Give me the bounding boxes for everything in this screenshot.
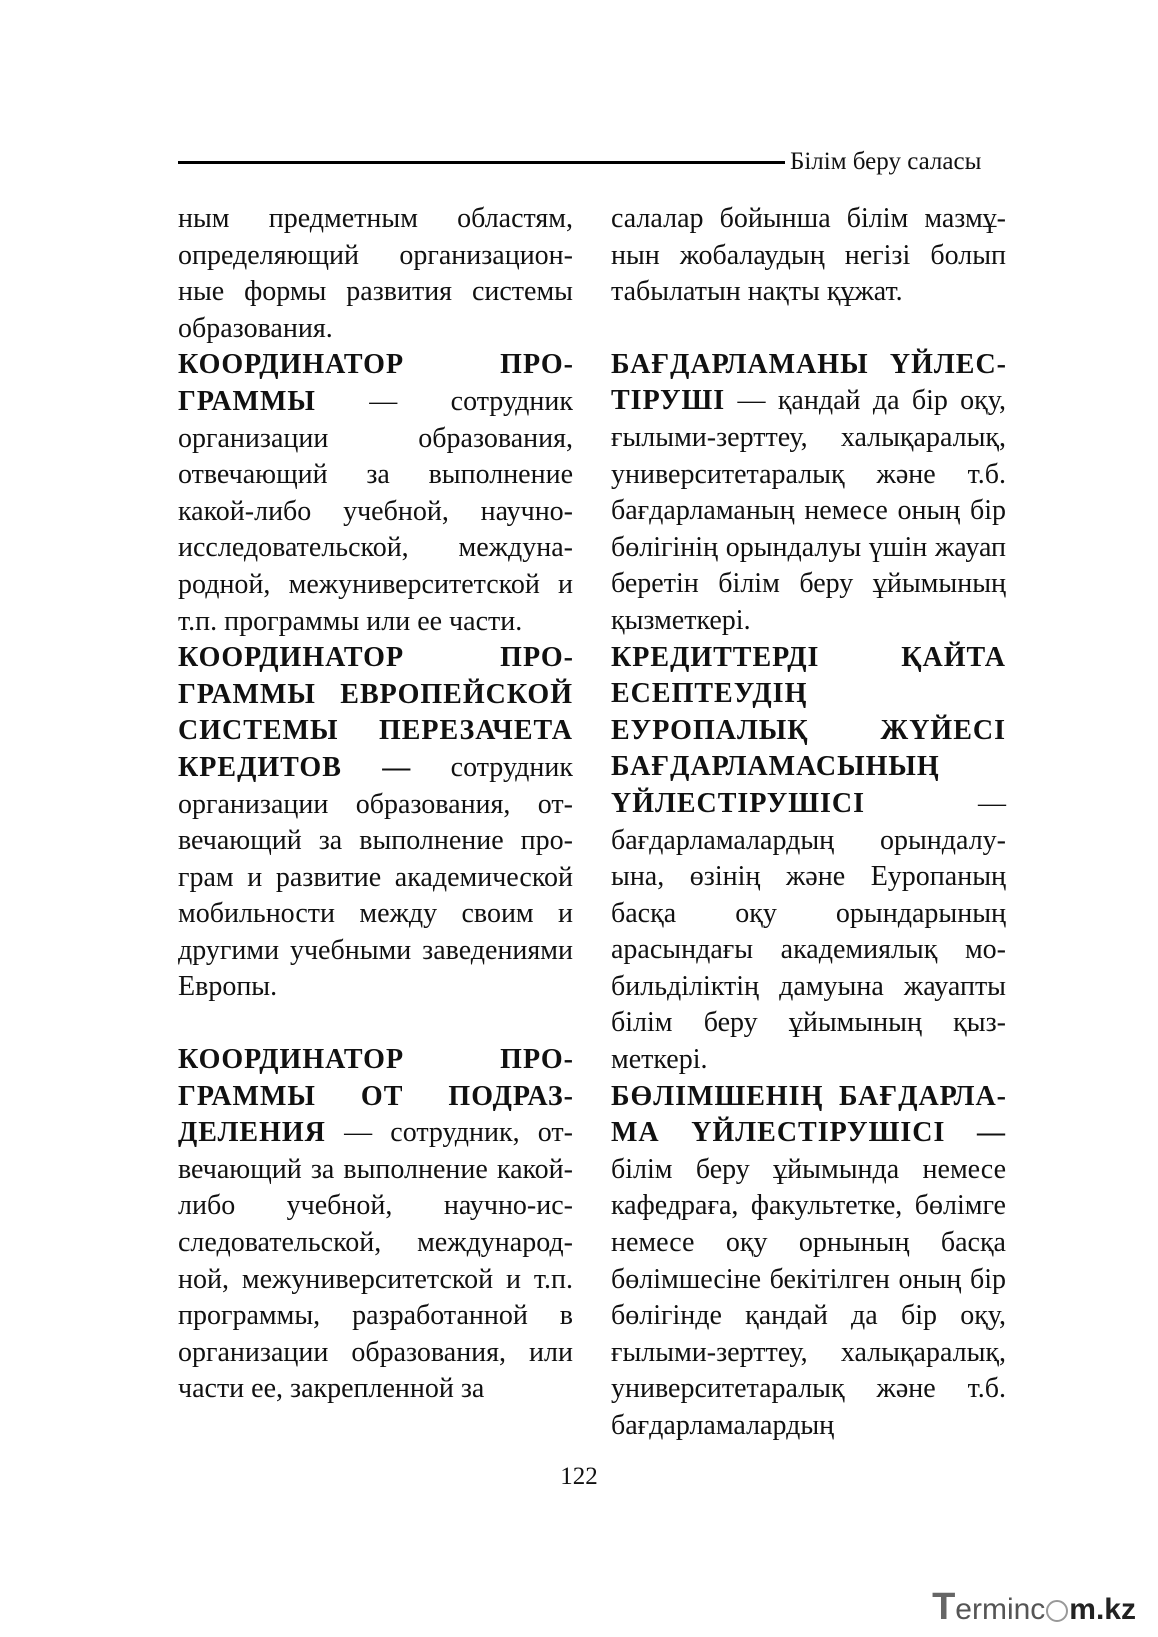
entry-body: — сотрудник, отвечающий за выполнение какой-либо учебной, научно-исследовательской, международной, межуниверситетской и т.п. программы, разработанной в организации образования, или части ее, закрепленной за — [178, 1117, 573, 1405]
running-header: Білім беру саласы — [790, 148, 982, 175]
left-entry-coordinator-ects — [178, 640, 573, 1006]
right-entry-department-coordinator — [611, 1079, 1006, 1445]
watermark-domain: m.kz — [1069, 1593, 1136, 1626]
header-rule — [178, 161, 785, 164]
entry-body: білім беру ұйымында немесе кафедраға, факультетке, бөлімге немесе оқу орнының басқа бөлімшесіне бекітілген оның бір бөлігінде қандай да бір оқу, ғылыми-зерттеу, халықаралық, университетаралық және т.б. бағдарламалардың — [611, 1153, 1006, 1441]
entry-body: — бағдарламалардың орындалуына, өзінің және Еуропаның басқа оқу орындарының арасындағы академиялық мобильділіктің дамуына жауапты білім беру ұйымының қызметкері. — [611, 787, 1006, 1076]
page-number: 122 — [560, 1463, 598, 1490]
entry-body: — қандай да бір оқу, ғылыми-зерттеу, халықаралық, университетаралық және т.б. бағдарламаның немесе оның бір бөлігінің орындалуы үшін жауап беретін білім беру ұйымының қызметкері. — [611, 385, 1006, 636]
entry-term: КООРДИНАТОР ПРОГРАММЫ ЕВРОПЕЙСКОЙ СИСТЕМЫ ПЕРЕЗАЧЕТА КРЕДИТОВ — — [178, 642, 573, 783]
watermark-text: erminc — [955, 1593, 1046, 1626]
entry-body: салалар бойынша білім мазмұнын жобалаудың негізі болып табылатын нақты құжат. — [611, 203, 1006, 308]
watermark-letter: T — [932, 1586, 956, 1628]
entry-term: КРЕДИТТЕРДІ ҚАЙТА ЕСЕПТЕУДІҢ ЕУРОПАЛЫҚ ЖҮЙЕСІ БАҒДАРЛАМАСЫНЫҢ ҮЙЛЕСТІРУШІСІ — [611, 641, 1006, 819]
entry-body: сотрудник организации образования, отвечающий за выполнение програм и развитие академической мобильности между своим и другими учебными заведениями Европы. — [178, 751, 573, 1003]
right-entry-continuation — [611, 201, 1006, 311]
entry-term: БАҒДАРЛАМАНЫ ҮЙЛЕСТІРУШІ — [611, 348, 1006, 417]
entry-body: ным предметным областям, определяющий организационные формы развития системы образования. — [178, 203, 573, 344]
left-column — [178, 201, 573, 1408]
left-entry-coordinator-department — [178, 1042, 573, 1408]
right-entry-program-coordinator — [611, 347, 1006, 640]
site-watermark — [932, 1586, 1136, 1629]
left-entry-continuation — [178, 201, 573, 347]
entry-term: БӨЛІМШЕНІҢ БАҒДАРЛАМА ҮЙЛЕСТІРУШІСІ — — [611, 1080, 1006, 1149]
left-entry-coordinator-program — [178, 347, 573, 640]
entry-body: — сотрудник организации образования, отвечающий за выполнение какой-либо учебной, научно-исследовательской, международной, межуниверситетской и т.п. программы или ее части. — [178, 385, 573, 637]
entry-term: КООРДИНАТОР ПРОГРАММЫ ОТ ПОДРАЗДЕЛЕНИЯ — [178, 1044, 573, 1149]
entry-term: КООРДИНАТОР ПРОГРАММЫ — [178, 349, 573, 417]
right-column — [611, 201, 1006, 1445]
magnifier-icon — [1046, 1600, 1068, 1622]
right-entry-ects-coordinator — [611, 640, 1006, 1079]
